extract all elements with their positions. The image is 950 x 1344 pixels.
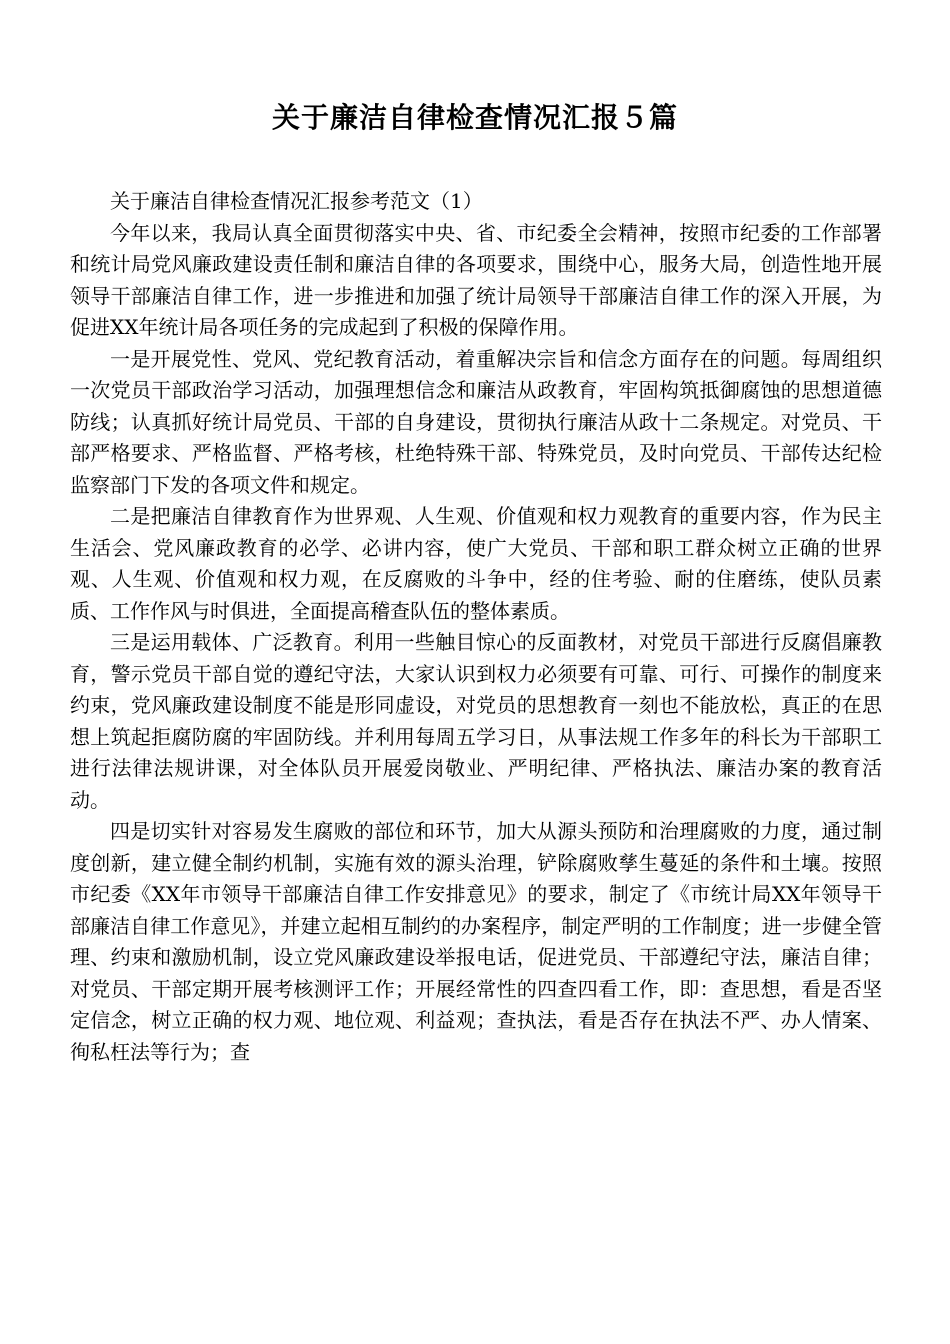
document-body: [70, 186, 882, 1068]
paragraph: 一是开展党性、党风、党纪教育活动，着重解决宗旨和信念方面存在的问题。每周组织一次党员干部政治学习活动，加强理想信念和廉洁从政教育，牢固构筑抵御腐蚀的思想道德防线；认真抓好统计局党员、干部的自身建设，贯彻执行廉洁从政十二条规定。对党员、干部严格要求、严格监督、严格考核，杜绝特殊干部、特殊党员，及时向党员、干部传达纪检监察部门下发的各项文件和规定。: [70, 346, 882, 497]
paragraph: 四是切实针对容易发生腐败的部位和环节，加大从源头预防和治理腐败的力度，通过制度创新，建立健全制约机制，实施有效的源头治理，铲除腐败孳生蔓延的条件和土壤。按照市纪委《XX年市领导干部廉洁自律工作安排意见》的要求，制定了《市统计局XX年领导干部廉洁自律工作意见》，并建立起相互制约的办案程序，制定严明的工作制度；进一步健全管理、约束和激励机制，设立党风廉政建设举报电话，促进党员、干部遵纪守法，廉洁自律；对党员、干部定期开展考核测评工作；开展经常性的四查四看工作，即：查思想，看是否坚定信念，树立正确的权力观、地位观、利益观；查执法，看是否存在执法不严、办人情案、徇私枉法等行为；查: [70, 819, 882, 1064]
paragraph-subtitle: 关于廉洁自律检查情况汇报参考范文（1）: [110, 189, 483, 213]
paragraph: 三是运用载体、广泛教育。利用一些触目惊心的反面教材，对党员干部进行反腐倡廉教育，警示党员干部自觉的遵纪守法，大家认识到权力必须要有可靠、可行、可操作的制度来约束，党风廉政建设制度不能是形同虚设，对党员的思想教育一刻也不能放松，真正的在思想上筑起拒腐防腐的牢固防线。并利用每周五学习日，从事法规工作多年的科长为干部职工进行法律法规讲课，对全体队员开展爱岗敬业、严明纪律、严格执法、廉洁办案的教育活动。: [70, 630, 882, 812]
paragraph: 今年以来，我局认真全面贯彻落实中央、省、市纪委全会精神，按照市纪委的工作部署和统计局党风廉政建设责任制和廉洁自律的各项要求，围绕中心，服务大局，创造性地开展领导干部廉洁自律工作，进一步推进和加强了统计局领导干部廉洁自律工作的深入开展，为促进XX年统计局各项任务的完成起到了积极的保障作用。: [70, 220, 882, 339]
paragraph: 二是把廉洁自律教育作为世界观、人生观、价值观和权力观教育的重要内容，作为民主生活会、党风廉政教育的必学、必讲内容，使广大党员、干部和职工群众树立正确的世界观、人生观、价值观和权力观，在反腐败的斗争中，经的住考验、耐的住磨练，使队员素质、工作作风与时俱进，全面提高稽查队伍的整体素质。: [70, 504, 882, 623]
document-title: 关于廉洁自律检查情况汇报５篇: [271, 101, 678, 134]
